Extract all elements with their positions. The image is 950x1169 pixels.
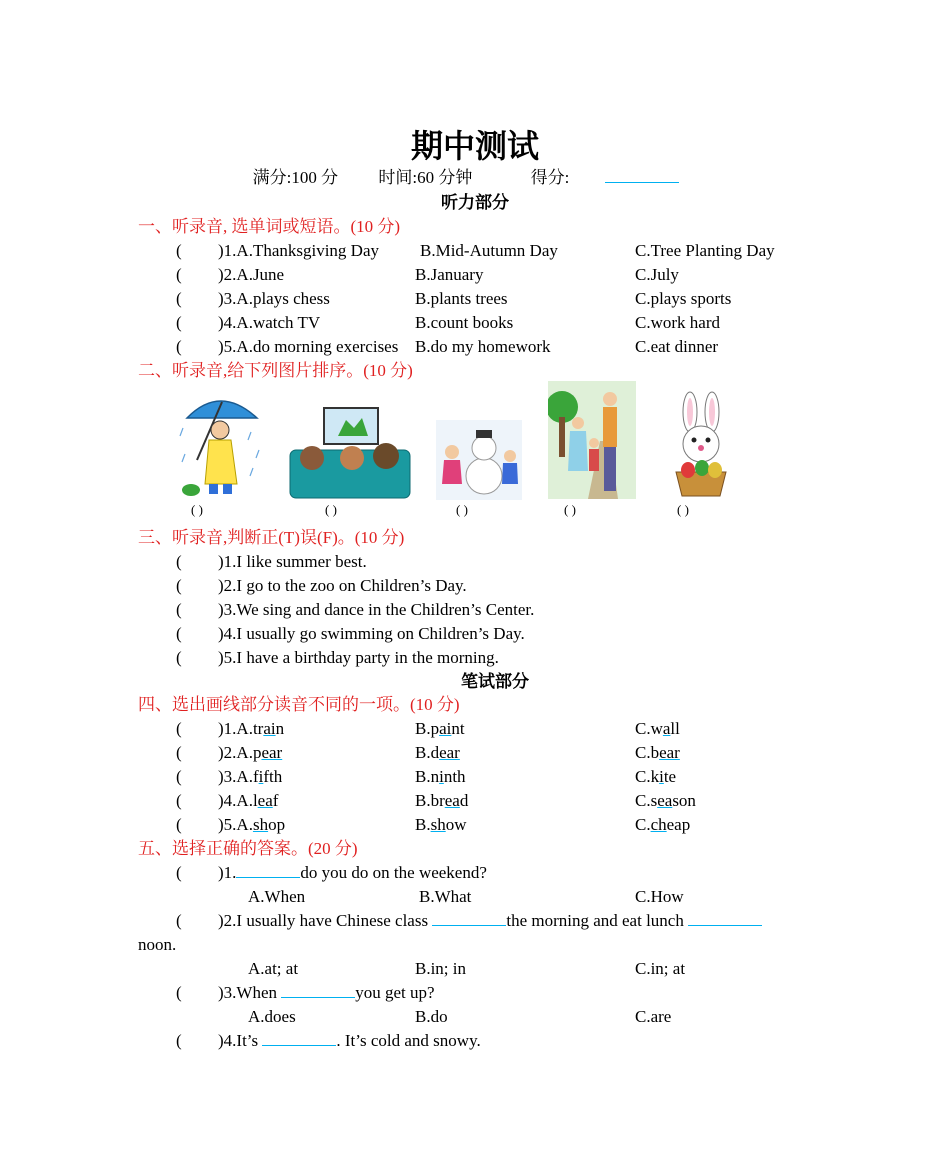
option-b: B.January <box>415 265 484 284</box>
writing-section-title: 笔试部分 <box>461 672 529 691</box>
picture-3-answer[interactable]: ( ) <box>456 502 468 517</box>
answer-paren[interactable]: ( <box>176 289 182 308</box>
answer-paren[interactable]: ( <box>176 743 182 762</box>
option-c: C.cheap <box>635 815 691 834</box>
option-b: B.dear <box>415 743 460 762</box>
snowman-picture <box>436 420 522 500</box>
option-b: B.count books <box>415 313 514 332</box>
answer-paren[interactable]: ( <box>176 719 182 738</box>
listening-section-title: 听力部分 <box>441 193 509 212</box>
score-field <box>513 168 698 188</box>
option-a: )5.A.shop <box>218 815 286 834</box>
statement: )1.I like summer best. <box>218 552 367 571</box>
fill-blank[interactable] <box>262 1045 336 1046</box>
option-c: C.plays sports <box>635 289 732 308</box>
section-2-heading: 二、听录音,给下列图片排序。(10 分) <box>138 361 413 380</box>
option-c: C.are <box>635 1007 672 1026</box>
option-a: )1.A.train <box>218 719 285 738</box>
picture-1-answer[interactable]: ( ) <box>191 502 203 517</box>
statement: )4.I usually go swimming on Children’s Day. <box>218 624 525 643</box>
answer-paren[interactable]: ( <box>176 767 182 786</box>
option-b: B.do my homework <box>415 337 551 356</box>
fill-blank[interactable] <box>688 925 762 926</box>
section-1-heading: 一、听录音, 选单词或短语。(10 分) <box>138 217 401 236</box>
answer-paren[interactable]: ( <box>176 983 182 1002</box>
option-a: A.at; at <box>248 959 299 978</box>
fill-blank[interactable] <box>432 925 506 926</box>
option-c: C.July <box>635 265 679 284</box>
statement: )5.I have a birthday party in the morning. <box>218 648 499 667</box>
picture-4-answer[interactable]: ( ) <box>564 502 576 517</box>
exam-meta <box>0 168 950 188</box>
answer-paren[interactable]: ( <box>176 791 182 810</box>
section-5-heading: 五、选择正确的答案。(20 分) <box>138 839 358 858</box>
answer-paren[interactable]: ( <box>176 1031 182 1050</box>
question-option-a: )3.A.plays chess <box>218 289 330 308</box>
option-a: )2.A.pear <box>218 743 283 762</box>
option-b: B.plants trees <box>415 289 508 308</box>
watch-tv-picture <box>288 406 412 500</box>
answer-paren[interactable]: ( <box>176 815 182 834</box>
option-a: )3.A.fifth <box>218 767 283 786</box>
option-c: C.season <box>635 791 696 810</box>
question-2-wrap: noon. <box>138 935 177 954</box>
answer-paren[interactable]: ( <box>176 600 182 619</box>
option-c: C.bear <box>635 743 680 762</box>
answer-paren[interactable]: ( <box>176 337 182 356</box>
page-title: 期中测试 <box>410 127 539 165</box>
option-b: B.ninth <box>415 767 466 786</box>
answer-paren[interactable]: ( <box>176 552 182 571</box>
question-option-a: )1.A.Thanksgiving Day <box>218 241 380 260</box>
question-option-a: )4.A.watch TV <box>218 313 321 332</box>
fill-blank[interactable] <box>236 877 300 878</box>
time-limit: 时间:60 分钟 <box>378 168 473 187</box>
answer-paren[interactable]: ( <box>176 576 182 595</box>
option-b: B.paint <box>415 719 465 738</box>
option-b: B.What <box>419 887 472 906</box>
section-3-heading: 三、听录音,判断正(T)误(F)。(10 分) <box>138 528 405 547</box>
option-a: )4.A.leaf <box>218 791 279 810</box>
option-c: C.wall <box>635 719 680 738</box>
option-b: B.in; in <box>415 959 467 978</box>
score-label: 得分: <box>530 168 570 187</box>
option-c: C.kite <box>635 767 677 786</box>
full-score: 满分:100 分 <box>252 168 339 187</box>
picture-2-answer[interactable]: ( ) <box>325 502 337 517</box>
answer-paren[interactable]: ( <box>176 241 182 260</box>
question-option-a: )5.A.do morning exercises <box>218 337 399 356</box>
option-c: C.in; at <box>635 959 686 978</box>
question-option-a: )2.A.June <box>218 265 285 284</box>
question-3: )3.When you get up? <box>218 983 435 1002</box>
score-blank[interactable] <box>605 182 679 183</box>
statement: )3.We sing and dance in the Children’s Center. <box>218 600 535 619</box>
option-c: C.Tree Planting Day <box>635 241 775 260</box>
section-4-heading: 四、选出画线部分读音不同的一项。(10 分) <box>138 695 460 714</box>
option-c: C.eat dinner <box>635 337 719 356</box>
question-1: )1. do you do on the weekend? <box>218 863 487 882</box>
picture-5-answer[interactable]: ( ) <box>677 502 689 517</box>
option-b: B.bread <box>415 791 469 810</box>
option-b: B.Mid-Autumn Day <box>420 241 558 260</box>
statement: )2.I go to the zoo on Children’s Day. <box>218 576 467 595</box>
answer-paren[interactable]: ( <box>176 911 182 930</box>
question-4: )4.It’s . It’s cold and snowy. <box>218 1031 481 1050</box>
answer-paren[interactable]: ( <box>176 624 182 643</box>
answer-paren[interactable]: ( <box>176 313 182 332</box>
answer-paren[interactable]: ( <box>176 648 182 667</box>
option-b: B.do <box>415 1007 448 1026</box>
option-a: A.does <box>248 1007 296 1026</box>
question-2: )2.I usually have Chinese class the morning and eat lunch <box>218 911 762 931</box>
rain-umbrella-picture <box>175 388 265 500</box>
fill-blank[interactable] <box>281 997 355 998</box>
answer-paren[interactable]: ( <box>176 265 182 284</box>
option-c: C.work hard <box>635 313 720 332</box>
easter-bunny-picture <box>666 390 736 500</box>
option-a: A.When <box>248 887 306 906</box>
option-b: B.show <box>415 815 467 834</box>
family-walk-picture <box>548 381 636 499</box>
answer-paren[interactable]: ( <box>176 863 182 882</box>
option-c: C.How <box>635 887 684 906</box>
